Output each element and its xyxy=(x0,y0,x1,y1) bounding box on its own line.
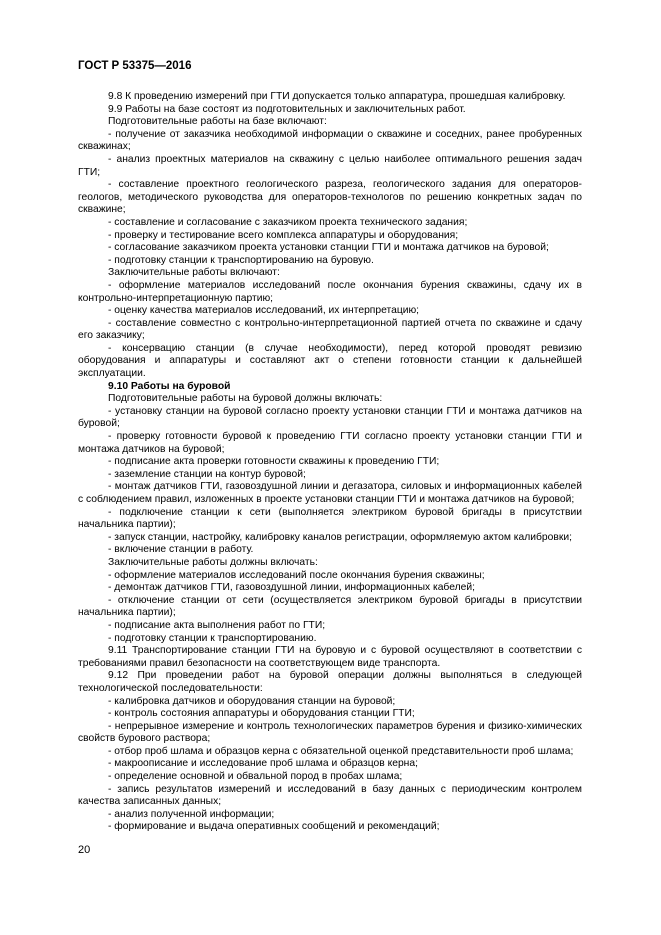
paragraph-9-9: 9.9 Работы на базе состоят из подготовительных и заключительных работ. xyxy=(108,103,466,115)
paragraph-9-11: 9.11 Транспортирование станции ГТИ на буровую и с буровой осуществляют в соответствии с требованиями правил безопасности на соответствующем виде транспорта. xyxy=(78,645,582,669)
list-item: - калибровка датчиков и оборудования станции на буровой; xyxy=(108,695,396,707)
section-heading-9-10: 9.10 Работы на буровой xyxy=(108,380,231,392)
list-item: - подписание акта проверки готовности скважины к проведению ГТИ; xyxy=(108,456,440,468)
list-item: - запись результатов измерений и исследований в базу данных с периодическим контролем качества записанных данных; xyxy=(78,783,582,808)
list-item: - включение станции в работу. xyxy=(108,544,254,556)
list-item: - определение основной и обвальной пород в пробах шлама; xyxy=(108,771,403,783)
list-item: - демонтаж датчиков ГТИ, газовоздушной линии, информационных кабелей; xyxy=(108,582,475,594)
list-item: - анализ полученной информации; xyxy=(108,808,275,820)
list-item: - анализ проектных материалов на скважину с целью наиболее оптимального решения задач ГТИ; xyxy=(78,153,582,178)
list-item: - получение от заказчика необходимой информации о скважине и соседних, ранее пробуренных скважинах; xyxy=(78,128,582,153)
list-item: - монтаж датчиков ГТИ, газовоздушной линии и дегазатора, силовых и информационных кабелей с соблюдением правил, изложенных в проекте установки станции ГТИ и монтажа датчиков на буровой; xyxy=(78,481,582,505)
list-item: - проверку и тестирование всего комплекса аппаратуры и оборудования; xyxy=(108,229,459,241)
list-item: - консервацию станции (в случае необходимости), перед которой проводят ревизию оборудования и аппаратуры и составляют акт о степени готовности станции к дальнейшей эксплуатации. xyxy=(78,342,582,380)
list-item: - установку станции на буровой согласно проекту установки станции ГТИ и монтажа датчиков на буровой; xyxy=(78,405,582,430)
page-number: 20 xyxy=(78,844,91,856)
list-item: - составление совместно с контрольно-интерпретационной партией отчета по скважине и сдачу его заказчику; xyxy=(78,317,582,342)
list-item: - отключение станции от сети (осуществляется электриком буровой бригады в присутствии начальника партии); xyxy=(78,594,582,619)
list-item: - оценку качества материалов исследований, их интерпретацию; xyxy=(108,305,420,317)
paragraph: Подготовительные работы на базе включают: xyxy=(108,116,327,128)
list-item: - согласование заказчиком проекта установки станции ГТИ и монтажа датчиков на буровой; xyxy=(108,242,549,254)
list-item: - непрерывное измерение и контроль технологических параметров бурения и физико-химических свойств бурового раствора; xyxy=(78,720,582,745)
list-item: - подписание акта выполнения работ по ГТИ; xyxy=(108,619,326,631)
list-item: - составление и согласование с заказчиком проекта технического задания; xyxy=(108,216,468,228)
list-item: - подготовку станции к транспортированию на буровую. xyxy=(108,254,374,266)
list-item: - подготовку станции к транспортированию. xyxy=(108,632,317,644)
paragraph: Заключительные работы включают: xyxy=(108,267,280,279)
paragraph-9-8: 9.8 К проведению измерений при ГТИ допускается только аппаратура, прошедшая калибровку. xyxy=(108,91,566,102)
paragraph: Подготовительные работы на буровой должны включать: xyxy=(108,393,383,405)
list-item: - оформление материалов исследований после окончания бурения скважины, сдачу их в контрольно-интерпретационную партию; xyxy=(78,279,582,304)
list-item: - подключение станции к сети (выполняется электриком буровой бригады в присутствии начальника партии); xyxy=(78,506,582,531)
list-item: - макроописание и исследование проб шлама и образцов керна; xyxy=(108,758,418,770)
list-item: - заземление станции на контур буровой; xyxy=(108,468,306,480)
list-item: - проверку готовности буровой к проведению ГТИ согласно проекту установки станции ГТИ и монтажа датчиков на буровой; xyxy=(78,431,582,455)
document-body xyxy=(78,91,582,834)
list-item: - оформление материалов исследований после окончания бурения скважины; xyxy=(108,569,485,581)
paragraph: Заключительные работы должны включать: xyxy=(108,556,318,568)
list-item: - формирование и выдача оперативных сообщений и рекомендаций; xyxy=(108,821,440,833)
list-item: - запуск станции, настройку, калибровку каналов регистрации, оформляемую актом калибровки; xyxy=(108,531,572,543)
list-item: - контроль состояния аппаратуры и оборудования станции ГТИ; xyxy=(108,708,415,720)
list-item: - составление проектного геологического разреза, геологического задания для операторов-геологов, методического руководства для операторов-технологов по решению конкретных задач по скважине; xyxy=(78,179,582,216)
paragraph-9-12: 9.12 При проведении работ на буровой операции должны выполняться в следующей технологической последовательности: xyxy=(78,670,582,694)
document-header: ГОСТ Р 53375—2016 xyxy=(78,60,192,72)
list-item: - отбор проб шлама и образцов керна с обязательной оценкой представительности проб шлама; xyxy=(108,745,574,757)
